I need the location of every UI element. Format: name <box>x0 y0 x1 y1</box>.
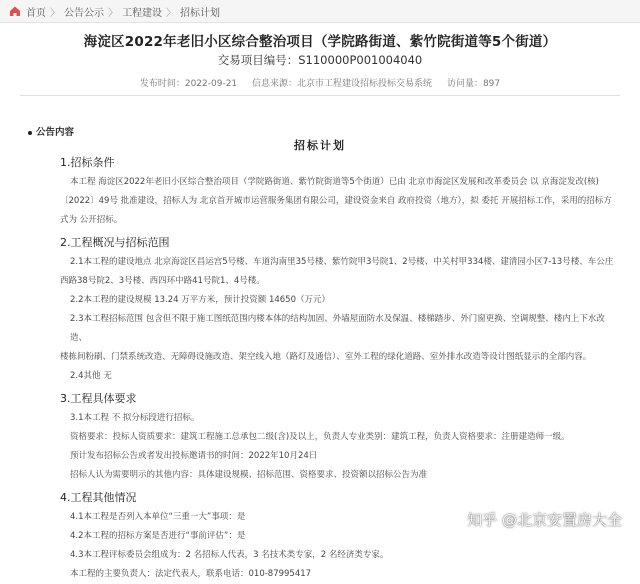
paragraph-line: 西路38号院2、3号楼、西四环中路41号院1、4号楼。 <box>60 276 265 286</box>
section-heading: 2.工程概况与招标范围 <box>60 236 170 249</box>
paragraph-line: 3.1本工程 不 拟分标段进行招标。 <box>70 413 200 423</box>
paragraph-line: 4.1本工程是否列入本单位“三重一大”事项：是 <box>70 512 246 522</box>
breadcrumb-separator: 〉 <box>166 7 176 19</box>
paragraph-line: 资格要求：投标人资质要求：建筑工程施工总承包二级(含)及以上，负责人专业类别：建筑工程，负责人资格要求：注册建造师一级。 <box>70 432 570 442</box>
paragraph-line: 2.4其他 无 <box>70 371 112 381</box>
paragraph-line: 2.1本工程的建设地点 北京海淀区昌运宫5号楼、车道沟南里35号楼、紫竹院甲3号院1、2号楼、中关村甲334楼、建清园小区7-13号楼、车公庄 <box>70 257 614 267</box>
paragraph-line: 2.2本工程的建设规模 13.24 万平方米，预计投资额 14650（万元） <box>70 295 330 305</box>
bullet-icon <box>28 131 32 135</box>
section-heading: 1.招标条件 <box>60 156 115 169</box>
paragraph-line: 楼栋间粉刷、门禁系统改造、无障碍设施改造、架空线入地（路灯及通信）、室外工程的绿化道路、室外排水改造等设计图纸显示的全部内容。 <box>60 352 592 362</box>
paragraph-line: 本工程的主要负责人：法定代表人，联系电话：010-87995417 <box>70 569 312 579</box>
announcement-title: 招标计划 <box>294 139 346 152</box>
watermark: 知乎 @北京安置房大全 <box>467 511 622 529</box>
breadcrumb <box>0 0 640 23</box>
section-label <box>28 124 74 138</box>
project-code: 交易项目编号：S110000P001004040 <box>217 53 423 67</box>
section-label-text: 公告内容 <box>36 127 75 138</box>
page-title: 海淀区2022年老旧小区综合整治项目（学院路街道、紫竹院街道等5个街道） <box>83 34 557 50</box>
divider <box>20 95 620 96</box>
info-source: 信息来源：北京市工程建设招标投标交易系统 <box>252 79 433 89</box>
paragraph-line: 2.3本工程招标范围 包含但不限于施工图纸范围内楼本体的结构加固、外墙屋面防水及保温、楼梯踏步、外门窗更换、空调规整、楼内上下水改造、 <box>70 314 605 343</box>
paragraph-line: 〔2022〕49号 批准建设，招标人为 北京首开城市运营服务集团有限公司，建设资金来自 政府投资（地方），拟 委托 开展招标工作，采用的招标方 <box>60 196 612 206</box>
view-count: 访问量：897 <box>446 79 501 89</box>
breadcrumb-construction[interactable]: 工程建设 <box>122 7 162 19</box>
breadcrumb-announcements[interactable]: 公告公示 <box>64 7 104 19</box>
breadcrumb-separator: 〉 <box>108 7 118 19</box>
section-heading: 4.工程其他情况 <box>60 491 137 504</box>
paragraph-line: 式为 公开招标。 <box>60 215 123 225</box>
section-heading: 3.工程具体要求 <box>60 392 137 405</box>
paragraph-line: 4.2本工程的招标方案是否进行“事前评估”：是 <box>70 531 246 541</box>
meta-line <box>0 76 640 89</box>
paragraph-line: 本工程 海淀区2022年老旧小区综合整治项目（学院路街道、紫竹院街道等5个街道）已由 北京市海淀区发展和改革委员会 以 京海淀发改(核) <box>70 177 599 187</box>
publish-time: 发布时间：2022-09-21 <box>139 79 238 89</box>
breadcrumb-separator: 〉 <box>50 7 60 19</box>
paragraph-line: 预计发布招标公告或者发出投标邀请书的时间：2022年10月24日 <box>70 451 318 461</box>
breadcrumb-current: 招标计划 <box>180 7 220 19</box>
paragraph-line: 4.3本工程评标委员会组成为：2 名招标人代表，3 名技术类专家，2 名经济类专家。 <box>70 550 389 560</box>
home-icon[interactable] <box>8 4 22 18</box>
page-header <box>0 30 640 68</box>
breadcrumb-home[interactable]: 首页 <box>26 7 46 19</box>
paragraph-line: 招标人认为需要明示的其他内容：具体建设规模、招标范围、资格要求、投资额以招标公告为准 <box>70 470 428 480</box>
